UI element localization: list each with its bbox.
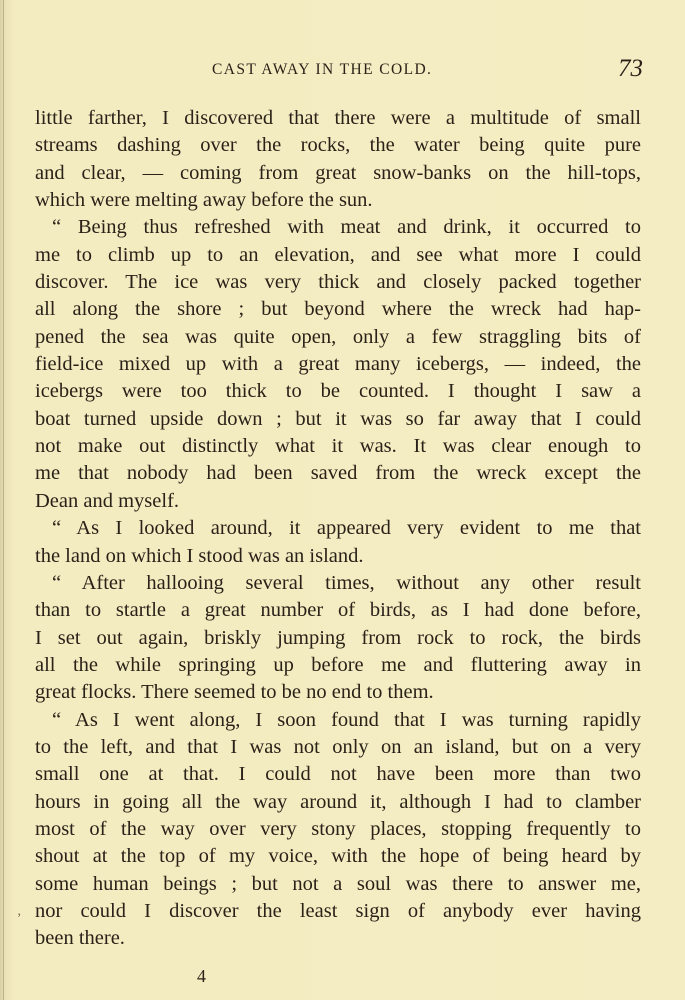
text-line: I set out again, briskly jumping from rock to rock, the birds [35, 626, 641, 649]
text-line: me that nobody had been saved from the wreck except the [35, 462, 641, 485]
text-line: all the while springing up before me and fluttering away in [35, 653, 641, 676]
text-line: great flocks. There seemed to be no end to them. [35, 681, 434, 704]
text-line: hours in going all the way around it, although I had to clamber [35, 790, 641, 813]
text-line: boat turned upside down ; but it was so far away that I could [35, 407, 641, 430]
running-title: CAST AWAY IN THE COLD. [212, 61, 433, 78]
text-line: me to climb up to an elevation, and see what more I could [35, 243, 641, 266]
running-head [0, 55, 685, 84]
gutter-line [3, 0, 4, 1000]
text-line: been there. [35, 927, 125, 950]
text-line: than to startle a great number of birds, as I had done before, [35, 599, 641, 622]
text-line: streams dashing over the rocks, the water being quite pure [35, 134, 641, 157]
text-line: which were melting away before the sun. [35, 189, 373, 212]
text-line: nor could I discover the least sign of anybody ever having [35, 899, 641, 922]
text-line: not make out distinctly what it was. It was clear enough to [35, 435, 641, 458]
page-number: 73 [618, 55, 643, 82]
margin-mark: ’ [17, 910, 22, 925]
text-line: little farther, I discovered that there were a multitude of small [35, 107, 641, 129]
text-line: some human beings ; but not a soul was there to answer me, [35, 872, 641, 895]
text-line: pened the sea was quite open, only a few straggling bits of [35, 325, 641, 348]
text-line: most of the way over very stony places, stopping frequently to [35, 817, 641, 840]
text-line: to the left, and that I was not only on an island, but on a very [35, 735, 641, 758]
text-line: the land on which I stood was an island. [35, 544, 364, 567]
signature-mark: 4 [197, 966, 206, 986]
text-line: and clear, — coming from great snow-banks on the hill-tops, [35, 161, 641, 184]
body-text [35, 105, 641, 953]
text-line: “ As I looked around, it appeared very evident to me that [52, 517, 641, 540]
text-line: “ Being thus refreshed with meat and drink, it occurred to [52, 216, 641, 239]
text-line: “ As I went along, I soon found that I was turning rapidly [52, 708, 641, 731]
text-line: “ After hallooing several times, without any other result [52, 571, 641, 594]
text-line: field-ice mixed up with a great many icebergs, — indeed, the [35, 353, 641, 376]
text-line: icebergs were too thick to be counted. I thought I saw a [35, 380, 641, 403]
text-line: shout at the top of my voice, with the hope of being heard by [35, 845, 641, 868]
text-line: Dean and myself. [35, 489, 180, 512]
text-line: discover. The ice was very thick and closely packed together [35, 271, 641, 294]
text-line: small one at that. I could not have been more than two [35, 763, 641, 786]
text-line: all along the shore ; but beyond where the wreck had hap- [35, 298, 641, 321]
